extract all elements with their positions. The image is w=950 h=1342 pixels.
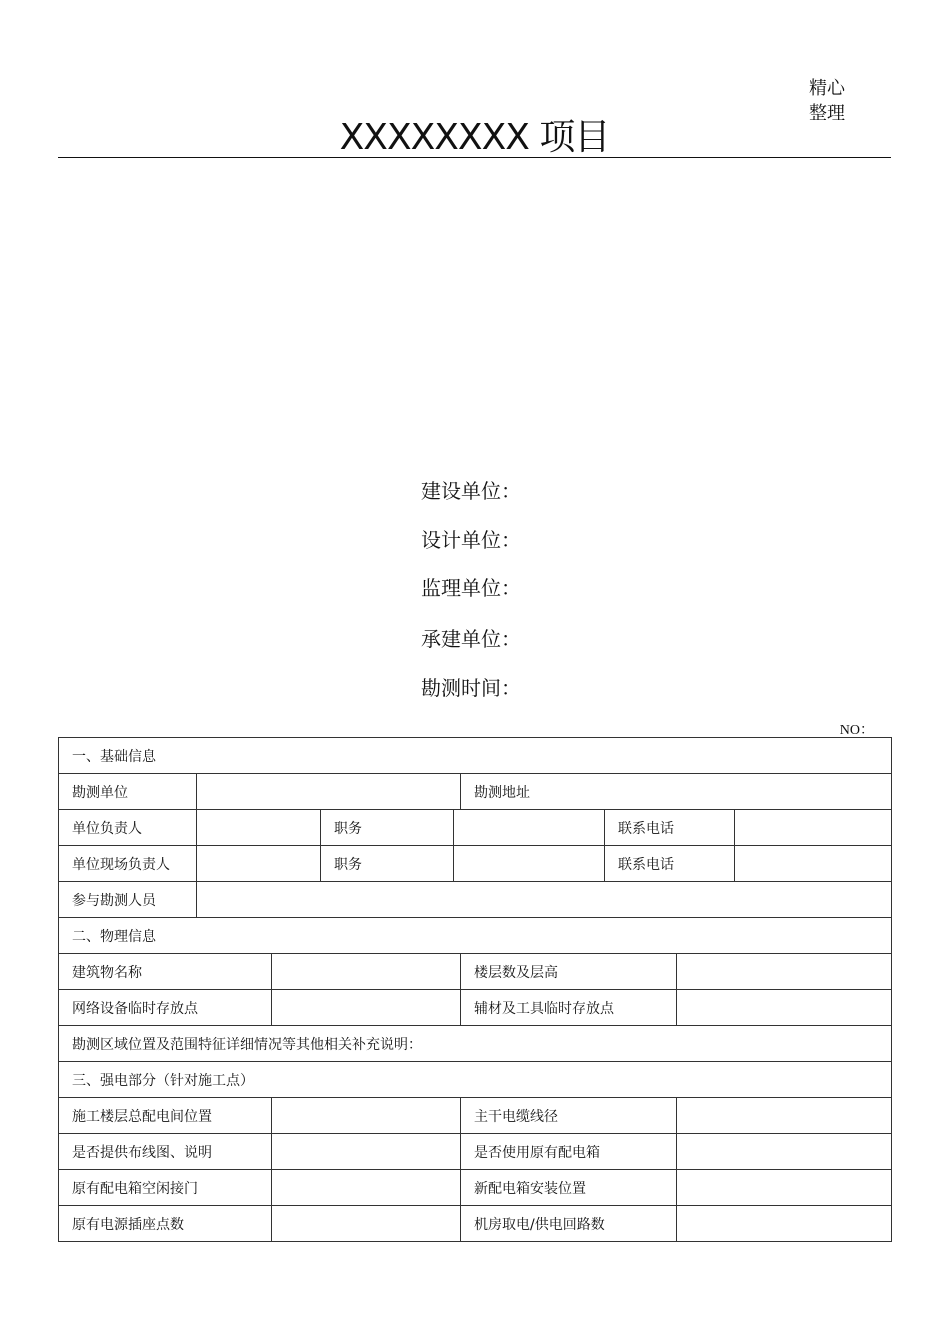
distribution-room-label: 施工楼层总配电间位置: [59, 1098, 272, 1134]
section-basic-info: 一、基础信息: [59, 738, 892, 774]
table-row: [59, 954, 892, 990]
use-existing-box-value[interactable]: [677, 1134, 892, 1170]
title-divider: [58, 157, 891, 158]
table-row: [59, 1062, 892, 1098]
phone-value[interactable]: [735, 810, 892, 846]
area-description-label: 勘测区域位置及范围特征详细情况等其他相关补充说明：: [59, 1026, 892, 1062]
equipment-storage-value[interactable]: [272, 990, 461, 1026]
existing-sockets-value[interactable]: [272, 1206, 461, 1242]
survey-time-label: 勘测时间：: [421, 676, 521, 700]
existing-sockets-label: 原有电源插座点数: [59, 1206, 272, 1242]
wiring-diagram-label: 是否提供布线图、说明: [59, 1134, 272, 1170]
floors-height-label: 楼层数及层高: [461, 954, 677, 990]
materials-storage-value[interactable]: [677, 990, 892, 1026]
survey-unit-value[interactable]: [197, 774, 461, 810]
table-row: [59, 1026, 892, 1062]
section-physical-info: 二、物理信息: [59, 918, 892, 954]
table-row: [59, 1206, 892, 1242]
document-title: XXXXXXXX 项目: [339, 117, 610, 158]
distribution-room-value[interactable]: [272, 1098, 461, 1134]
survey-address-label: 勘测地址: [461, 774, 892, 810]
server-room-circuits-value[interactable]: [677, 1206, 892, 1242]
building-name-label: 建筑物名称: [59, 954, 272, 990]
position-label: 职务: [321, 846, 454, 882]
server-room-circuits-label: 机房取电/供电回路数: [461, 1206, 677, 1242]
position-label: 职务: [321, 810, 454, 846]
building-name-value[interactable]: [272, 954, 461, 990]
table-row: [59, 774, 892, 810]
phone-label: 联系电话: [605, 810, 735, 846]
position-value[interactable]: [454, 810, 605, 846]
new-box-location-value[interactable]: [677, 1170, 892, 1206]
table-row: [59, 918, 892, 954]
participants-value[interactable]: [197, 882, 892, 918]
table-row: [59, 810, 892, 846]
survey-table: [58, 737, 892, 1242]
main-cable-label: 主干电缆线径: [461, 1098, 677, 1134]
table-row: [59, 738, 892, 774]
survey-unit-label: 勘测单位: [59, 774, 197, 810]
unit-leader-value[interactable]: [197, 810, 321, 846]
new-box-location-label: 新配电箱安装位置: [461, 1170, 677, 1206]
materials-storage-label: 辅材及工具临时存放点: [461, 990, 677, 1026]
table-row: [59, 1170, 892, 1206]
document-number: NO：: [839, 723, 874, 738]
table-row: [59, 882, 892, 918]
phone-value[interactable]: [735, 846, 892, 882]
main-cable-value[interactable]: [677, 1098, 892, 1134]
position-value[interactable]: [454, 846, 605, 882]
site-leader-value[interactable]: [197, 846, 321, 882]
table-row: [59, 1134, 892, 1170]
table-row: [59, 846, 892, 882]
participants-label: 参与勘测人员: [59, 882, 197, 918]
corner-note-line-1: 精心: [809, 78, 845, 99]
floors-height-value[interactable]: [677, 954, 892, 990]
unit-leader-label: 单位负责人: [59, 810, 197, 846]
equipment-storage-label: 网络设备临时存放点: [59, 990, 272, 1026]
table-row: [59, 1098, 892, 1134]
existing-box-ports-label: 原有配电箱空闲接门: [59, 1170, 272, 1206]
section-power: 三、强电部分（针对施工点）: [59, 1062, 892, 1098]
phone-label: 联系电话: [605, 846, 735, 882]
corner-note-line-2: 整理: [809, 103, 845, 124]
wiring-diagram-value[interactable]: [272, 1134, 461, 1170]
construction-unit-label: 建设单位：: [421, 479, 521, 503]
supervision-unit-label: 监理单位：: [421, 576, 521, 600]
design-unit-label: 设计单位：: [421, 528, 521, 552]
site-leader-label: 单位现场负责人: [59, 846, 197, 882]
table-row: [59, 990, 892, 1026]
contractor-unit-label: 承建单位：: [421, 627, 521, 651]
existing-box-ports-value[interactable]: [272, 1170, 461, 1206]
use-existing-box-label: 是否使用原有配电箱: [461, 1134, 677, 1170]
